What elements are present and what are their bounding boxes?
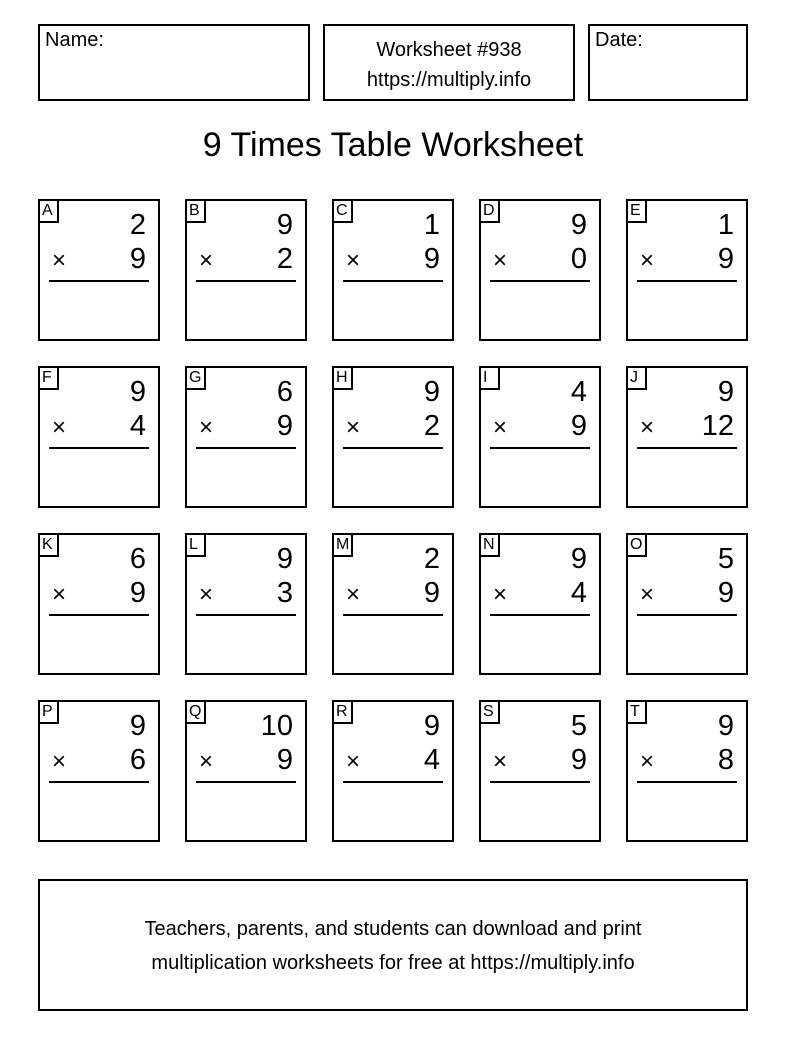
top-operand: 2 <box>129 209 146 241</box>
answer-line <box>490 614 590 616</box>
multiply-sign: × <box>493 748 508 775</box>
answer-line <box>343 280 443 282</box>
top-operand: 1 <box>717 209 734 241</box>
problem-letter: A <box>40 201 59 223</box>
problem-card[interactable] <box>626 199 748 341</box>
multiply-sign: × <box>52 247 67 274</box>
page-title: 9 Times Table Worksheet <box>202 126 584 164</box>
top-operand: 6 <box>129 543 146 575</box>
problem-card[interactable] <box>479 700 601 842</box>
multiply-sign: × <box>199 247 214 274</box>
bottom-operand: 3 <box>276 577 293 609</box>
multiply-sign: × <box>52 581 67 608</box>
problem-card[interactable] <box>38 366 160 508</box>
problem-card[interactable] <box>185 533 307 675</box>
answer-line <box>49 280 149 282</box>
multiply-sign: × <box>52 414 67 441</box>
top-operand: 10 <box>260 710 293 742</box>
multiply-sign: × <box>346 414 361 441</box>
problem-letter: D <box>481 201 500 223</box>
problem-letter: K <box>40 535 59 557</box>
bottom-operand: 9 <box>717 243 734 275</box>
answer-line <box>490 280 590 282</box>
problem-letter: O <box>628 535 647 557</box>
multiply-sign: × <box>493 414 508 441</box>
bottom-operand: 9 <box>276 410 293 442</box>
top-operand: 9 <box>423 376 440 408</box>
problem-letter: N <box>481 535 500 557</box>
multiply-sign: × <box>640 581 655 608</box>
footer-box <box>38 879 748 1011</box>
problem-letter: L <box>187 535 206 557</box>
problem-card[interactable] <box>332 533 454 675</box>
answer-line <box>490 781 590 783</box>
multiply-sign: × <box>52 748 67 775</box>
date-label: Date: <box>595 29 643 51</box>
problem-card[interactable] <box>185 700 307 842</box>
bottom-operand: 12 <box>701 410 734 442</box>
problem-card[interactable] <box>332 366 454 508</box>
top-operand: 9 <box>276 209 293 241</box>
top-operand: 9 <box>129 710 146 742</box>
problem-card[interactable] <box>626 366 748 508</box>
bottom-operand: 9 <box>570 410 587 442</box>
problem-card[interactable] <box>185 199 307 341</box>
problem-card[interactable] <box>479 533 601 675</box>
multiply-sign: × <box>640 748 655 775</box>
bottom-operand: 4 <box>570 577 587 609</box>
top-operand: 9 <box>717 710 734 742</box>
problem-letter: P <box>40 702 59 724</box>
bottom-operand: 9 <box>423 577 440 609</box>
multiply-sign: × <box>640 247 655 274</box>
problem-card[interactable] <box>332 199 454 341</box>
top-operand: 9 <box>570 543 587 575</box>
answer-line <box>49 614 149 616</box>
problem-letter: H <box>334 368 353 390</box>
top-operand: 5 <box>717 543 734 575</box>
answer-line <box>343 614 443 616</box>
worksheet-url: https://multiply.info <box>366 69 532 91</box>
problem-card[interactable] <box>185 366 307 508</box>
problem-letter: Q <box>187 702 206 724</box>
bottom-operand: 9 <box>423 243 440 275</box>
problem-letter: M <box>334 535 353 557</box>
multiply-sign: × <box>493 247 508 274</box>
bottom-operand: 2 <box>423 410 440 442</box>
problem-letter: B <box>187 201 206 223</box>
bottom-operand: 8 <box>717 744 734 776</box>
top-operand: 9 <box>276 543 293 575</box>
answer-line <box>637 781 737 783</box>
answer-line <box>196 280 296 282</box>
problem-letter: T <box>628 702 647 724</box>
problem-card[interactable] <box>479 366 601 508</box>
multiply-sign: × <box>199 414 214 441</box>
multiply-sign: × <box>493 581 508 608</box>
top-operand: 9 <box>129 376 146 408</box>
problem-card[interactable] <box>38 533 160 675</box>
bottom-operand: 2 <box>276 243 293 275</box>
answer-line <box>196 781 296 783</box>
multiply-sign: × <box>346 748 361 775</box>
problem-letter: E <box>628 201 647 223</box>
bottom-operand: 9 <box>129 577 146 609</box>
date-box[interactable] <box>588 24 748 101</box>
bottom-operand: 9 <box>129 243 146 275</box>
answer-line <box>49 447 149 449</box>
answer-line <box>637 614 737 616</box>
problem-letter: J <box>628 368 647 390</box>
problem-card[interactable] <box>626 533 748 675</box>
answer-line <box>637 280 737 282</box>
footer-line-1: Teachers, parents, and students can download and print <box>144 918 642 940</box>
name-box[interactable] <box>38 24 310 101</box>
bottom-operand: 9 <box>570 744 587 776</box>
problem-letter: I <box>481 368 500 390</box>
problem-letter: R <box>334 702 353 724</box>
problem-card[interactable] <box>479 199 601 341</box>
answer-line <box>637 447 737 449</box>
bottom-operand: 0 <box>570 243 587 275</box>
problem-letter: S <box>481 702 500 724</box>
answer-line <box>196 614 296 616</box>
top-operand: 6 <box>276 376 293 408</box>
top-operand: 5 <box>570 710 587 742</box>
problem-letter: C <box>334 201 353 223</box>
top-operand: 9 <box>717 376 734 408</box>
answer-line <box>343 447 443 449</box>
top-operand: 2 <box>423 543 440 575</box>
problem-letter: F <box>40 368 59 390</box>
footer-line-2: multiplication worksheets for free at https://multiply.info <box>151 952 635 974</box>
multiply-sign: × <box>346 247 361 274</box>
bottom-operand: 4 <box>129 410 146 442</box>
bottom-operand: 9 <box>276 744 293 776</box>
top-operand: 9 <box>570 209 587 241</box>
problem-card[interactable] <box>38 199 160 341</box>
bottom-operand: 6 <box>129 744 146 776</box>
answer-line <box>490 447 590 449</box>
multiply-sign: × <box>199 748 214 775</box>
bottom-operand: 4 <box>423 744 440 776</box>
answer-line <box>49 781 149 783</box>
bottom-operand: 9 <box>717 577 734 609</box>
top-operand: 9 <box>423 710 440 742</box>
problem-letter: G <box>187 368 206 390</box>
worksheet-number: Worksheet #938 <box>376 39 522 61</box>
answer-line <box>196 447 296 449</box>
multiply-sign: × <box>640 414 655 441</box>
top-operand: 4 <box>570 376 587 408</box>
multiply-sign: × <box>199 581 214 608</box>
worksheet-info-box <box>323 24 575 101</box>
problem-card[interactable] <box>38 700 160 842</box>
problem-card[interactable] <box>332 700 454 842</box>
problem-card[interactable] <box>626 700 748 842</box>
multiply-sign: × <box>346 581 361 608</box>
name-label: Name: <box>45 29 104 51</box>
answer-line <box>343 781 443 783</box>
top-operand: 1 <box>423 209 440 241</box>
